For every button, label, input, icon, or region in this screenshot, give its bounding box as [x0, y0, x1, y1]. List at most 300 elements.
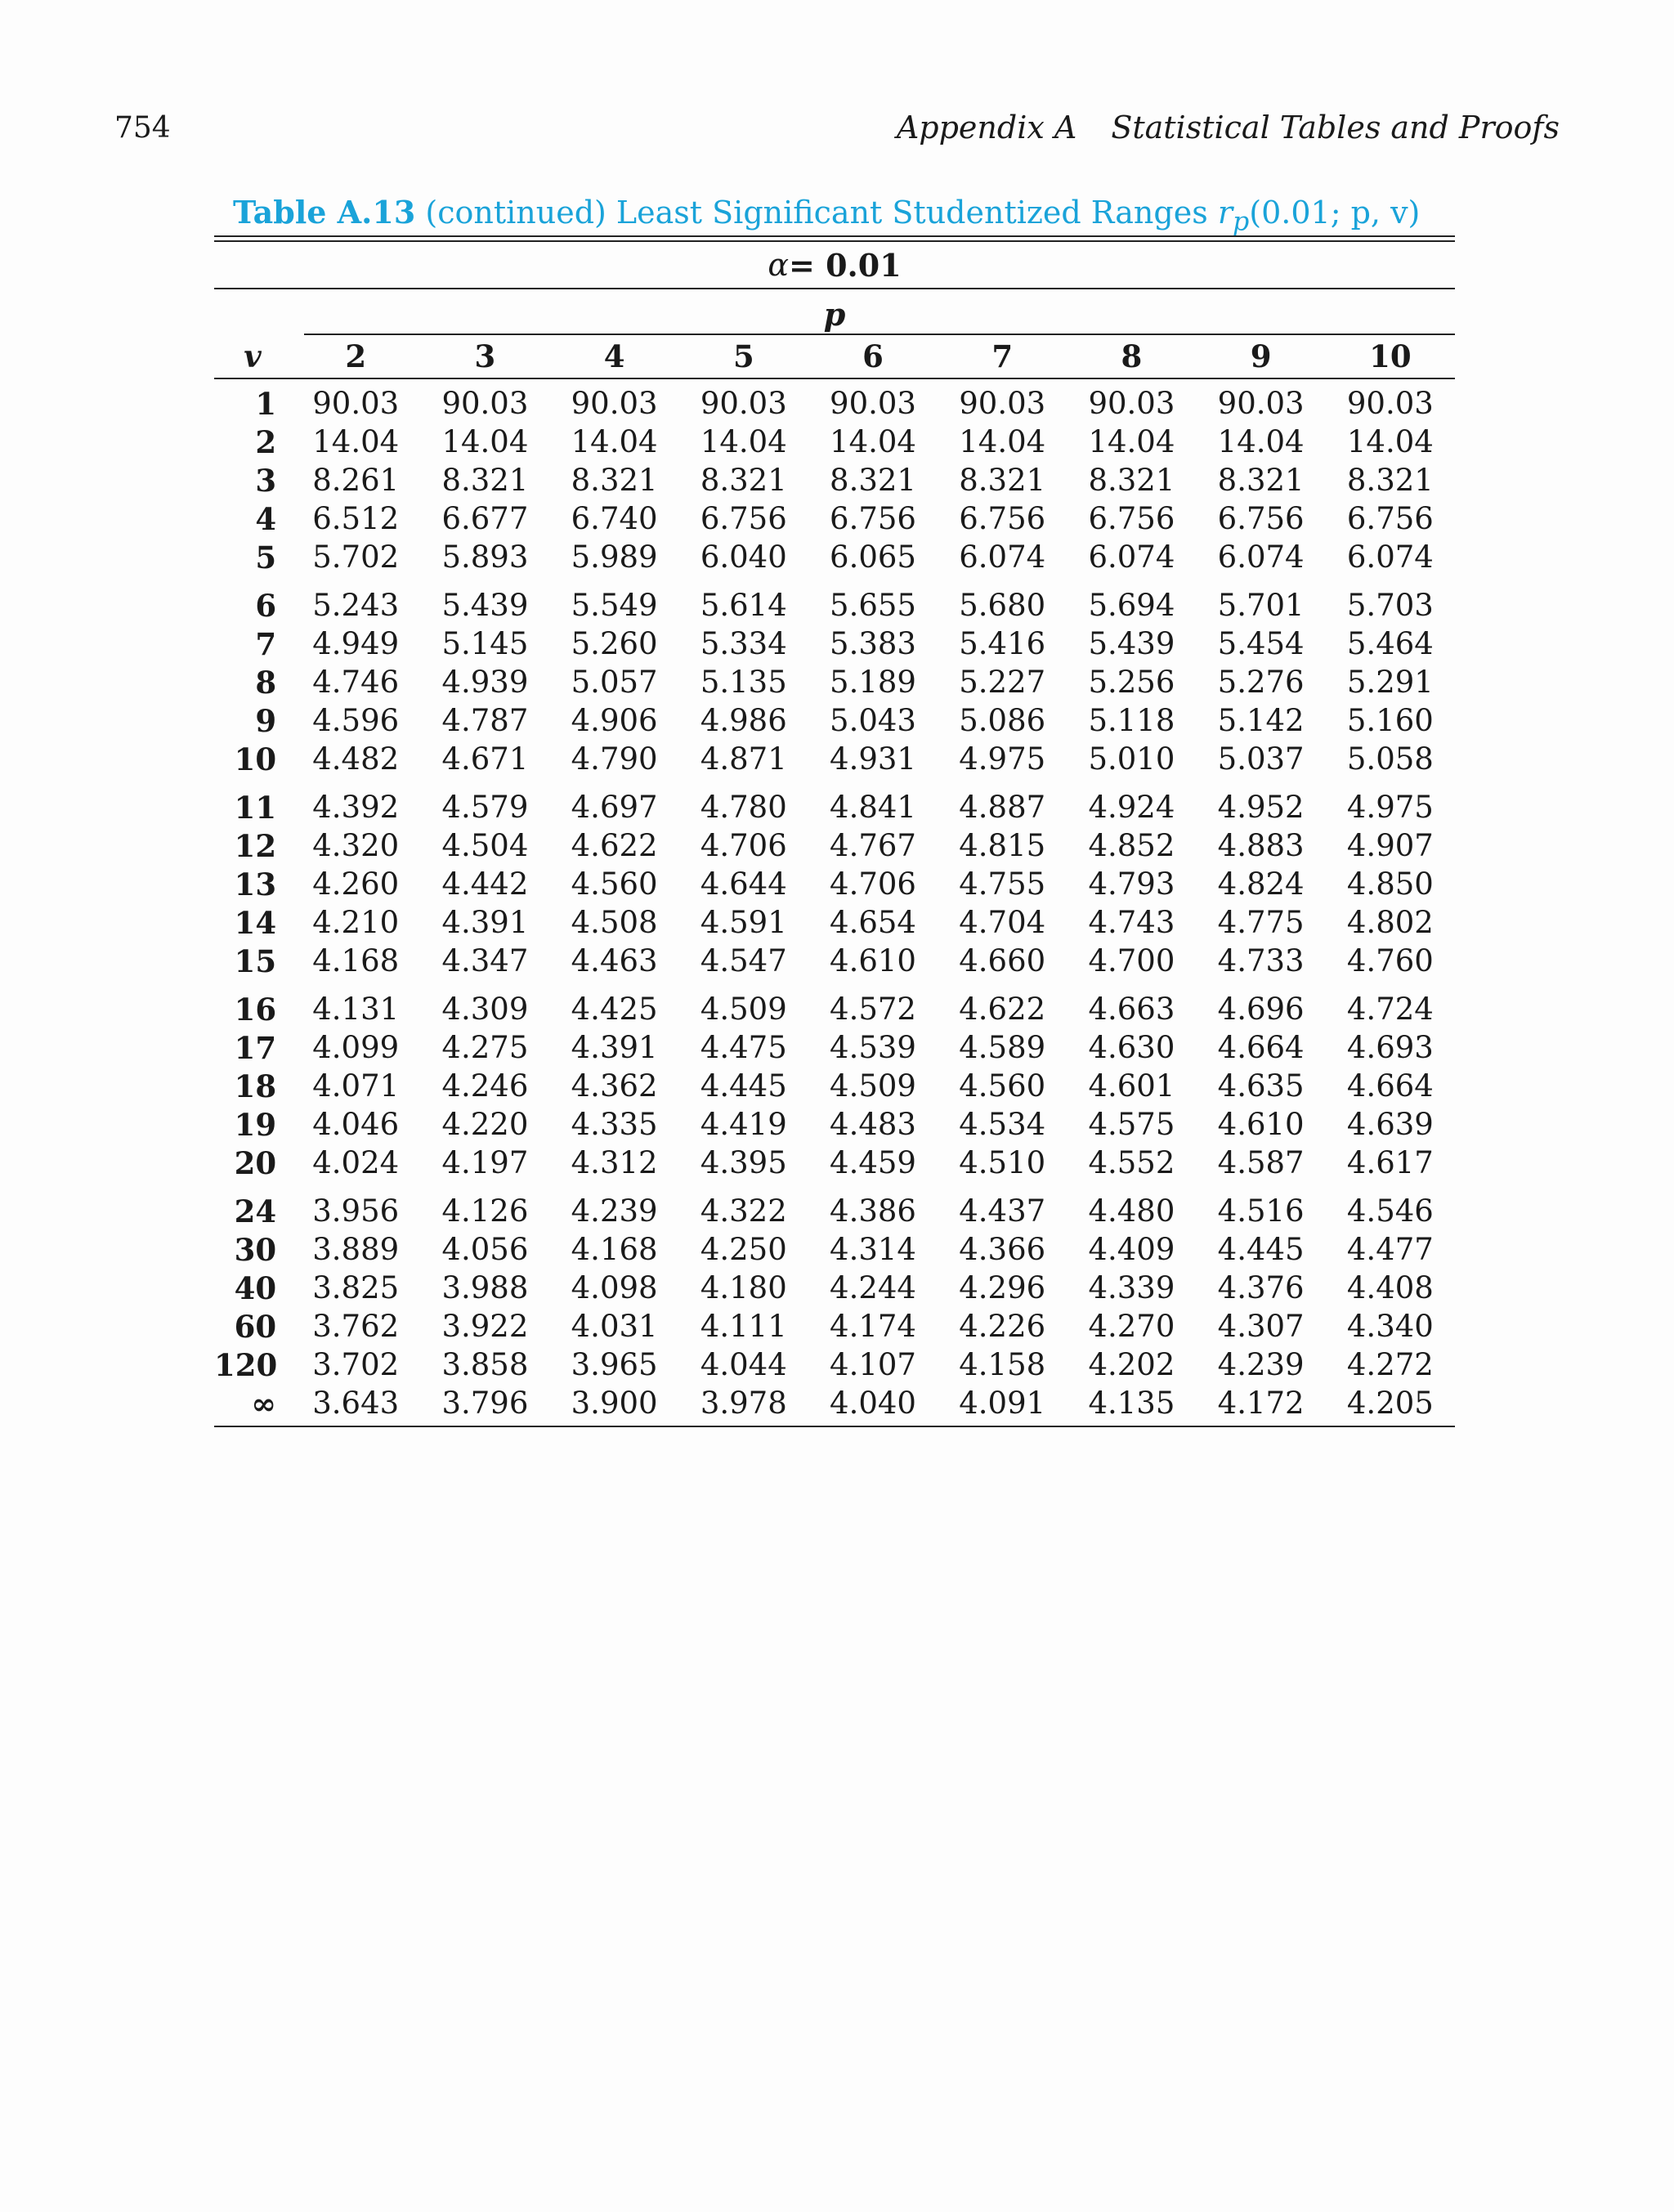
- table-cell: 4.591: [700, 905, 787, 940]
- table-cell: 4.787: [441, 703, 529, 738]
- table-cell: 4.635: [1217, 1068, 1305, 1104]
- table-cell: 6.074: [1088, 540, 1175, 575]
- table-cell: 4.871: [700, 741, 787, 777]
- table-row: [214, 865, 1455, 903]
- table-cell: 6.756: [1346, 501, 1434, 536]
- alpha-symbol: α: [768, 247, 790, 283]
- v-value: 40: [234, 1269, 277, 1306]
- p-header: [214, 289, 1455, 335]
- v-value: 10: [234, 741, 277, 777]
- table-row: [214, 663, 1455, 701]
- table-cell: 4.246: [441, 1068, 529, 1104]
- table-cell: 8.321: [571, 463, 658, 498]
- table-cell: 4.887: [959, 790, 1046, 825]
- table-cell: 14.04: [1088, 424, 1175, 459]
- table-cell: 14.04: [959, 424, 1046, 459]
- table-cell: 4.589: [959, 1030, 1046, 1065]
- table-cell: 4.510: [959, 1145, 1046, 1180]
- table-cell: 4.579: [441, 790, 529, 825]
- table-cell: 5.549: [571, 588, 658, 623]
- table-cell: 4.793: [1088, 866, 1175, 902]
- table-cell: 5.291: [1346, 665, 1434, 700]
- v-value: 4: [255, 500, 277, 537]
- table-cell: 4.459: [830, 1145, 916, 1180]
- table-cell: 3.956: [312, 1193, 400, 1229]
- table-cell: 8.321: [700, 463, 787, 498]
- table-cell: 14.04: [571, 424, 658, 459]
- table-cell: 90.03: [312, 386, 400, 421]
- table-cell: 4.706: [700, 828, 787, 863]
- table-cell: 5.118: [1088, 703, 1175, 738]
- table-cell: 4.671: [441, 741, 529, 777]
- table-row: [214, 701, 1455, 740]
- table-cell: 3.922: [441, 1309, 529, 1344]
- table-row: [214, 1182, 1455, 1230]
- page-number: 754: [114, 111, 171, 145]
- table-cell: 4.126: [441, 1193, 529, 1229]
- table-cell: 4.391: [571, 1030, 658, 1065]
- table-cell: 4.654: [830, 905, 916, 940]
- table-cell: 4.696: [1217, 992, 1305, 1027]
- table-cell: 4.949: [312, 626, 400, 661]
- running-head-appendix: Appendix A: [896, 110, 1077, 146]
- table-cell: 5.464: [1346, 626, 1434, 661]
- table-cell: 3.858: [441, 1347, 529, 1382]
- table-cell: 5.058: [1346, 741, 1434, 777]
- table-cell: 4.366: [959, 1232, 1046, 1267]
- caption-text: (continued) Least Significant Studentized Ranges: [425, 195, 1208, 231]
- running-head: [897, 110, 1560, 146]
- table-cell: 4.560: [959, 1068, 1046, 1104]
- table-cell: 14.04: [1217, 424, 1305, 459]
- p-column-header: 6: [808, 335, 938, 378]
- table-cell: 4.824: [1217, 866, 1305, 902]
- table-cell: 4.790: [571, 741, 658, 777]
- table-cell: 4.746: [312, 665, 400, 700]
- v-value: 9: [255, 702, 277, 739]
- table-cell: 4.409: [1088, 1232, 1175, 1267]
- table-cell: 4.663: [1088, 992, 1175, 1027]
- table-cell: 4.733: [1217, 943, 1305, 978]
- table-cell: 4.272: [1346, 1347, 1434, 1382]
- table-cell: 5.383: [830, 626, 916, 661]
- table-cell: 6.740: [571, 501, 658, 536]
- table-cell: 4.760: [1346, 943, 1434, 978]
- table-cell: 4.322: [700, 1193, 787, 1229]
- table-cell: 4.508: [571, 905, 658, 940]
- table-cell: 4.700: [1088, 943, 1175, 978]
- table-cell: 6.677: [441, 501, 529, 536]
- v-value: ∞: [214, 1384, 291, 1426]
- table-row: [214, 903, 1455, 942]
- v-value: 30: [234, 1231, 277, 1268]
- table-cell: 4.622: [959, 992, 1046, 1027]
- table-cell: 4.131: [312, 992, 400, 1027]
- v-value: 7: [255, 625, 277, 662]
- table-cell: 4.906: [571, 703, 658, 738]
- table-cell: 4.724: [1346, 992, 1434, 1027]
- table-cell: 14.04: [441, 424, 529, 459]
- p-column-header: 4: [550, 335, 679, 378]
- table-cell: 4.664: [1346, 1068, 1434, 1104]
- table-cell: 6.756: [830, 501, 916, 536]
- table-cell: 4.883: [1217, 828, 1305, 863]
- table-cell: 4.098: [571, 1270, 658, 1305]
- table-cell: 8.261: [312, 463, 400, 498]
- table-cell: 4.135: [1067, 1384, 1196, 1426]
- table-cell: 8.321: [1217, 463, 1305, 498]
- table-cell: 5.989: [571, 540, 658, 575]
- table-cell: 4.445: [1217, 1232, 1305, 1267]
- table-cell: 5.037: [1217, 741, 1305, 777]
- table-cell: 3.988: [441, 1270, 529, 1305]
- table-cell: 3.702: [312, 1347, 400, 1382]
- table-cell: 5.439: [441, 588, 529, 623]
- table-row: [214, 1384, 1455, 1426]
- table-cell: 14.04: [830, 424, 916, 459]
- p-column-header: 5: [679, 335, 808, 378]
- table-cell: 4.552: [1088, 1145, 1175, 1180]
- table-cell: 4.482: [312, 741, 400, 777]
- table-cell: 4.706: [830, 866, 916, 902]
- table-cell: 5.043: [830, 703, 916, 738]
- table-cell: 4.040: [808, 1384, 938, 1426]
- table-cell: 4.572: [830, 992, 916, 1027]
- table-cell: 90.03: [571, 386, 658, 421]
- v-value: 6: [255, 587, 277, 624]
- table-cell: 4.168: [312, 943, 400, 978]
- table-cell: 4.202: [1088, 1347, 1175, 1382]
- table-cell: 5.010: [1088, 741, 1175, 777]
- table-cell: 4.516: [1217, 1193, 1305, 1229]
- table-cell: 4.172: [1197, 1384, 1326, 1426]
- table-cell: 4.975: [959, 741, 1046, 777]
- table-cell: 6.756: [1088, 501, 1175, 536]
- table-cell: 4.180: [700, 1270, 787, 1305]
- table-cell: 4.419: [700, 1107, 787, 1142]
- table-cell: 4.239: [1217, 1347, 1305, 1382]
- table-cell: 5.189: [830, 665, 916, 700]
- table-cell: 4.610: [1217, 1107, 1305, 1142]
- v-value: 19: [234, 1106, 277, 1143]
- table-row: [214, 461, 1455, 499]
- p-column-header: 9: [1197, 335, 1326, 378]
- v-value: 18: [234, 1068, 277, 1104]
- table-cell: 4.477: [1346, 1232, 1434, 1267]
- table-cell: 6.074: [1346, 540, 1434, 575]
- table-cell: 4.975: [1346, 790, 1434, 825]
- table-cell: 4.534: [959, 1107, 1046, 1142]
- table-cell: 4.107: [830, 1347, 916, 1382]
- table-cell: 4.931: [830, 741, 916, 777]
- v-value: 2: [255, 423, 277, 460]
- table-cell: 5.703: [1346, 588, 1434, 623]
- table-cell: 6.065: [830, 540, 916, 575]
- table-row: [214, 980, 1455, 1028]
- table-cell: 4.509: [700, 992, 787, 1027]
- table-cell: 4.509: [830, 1068, 916, 1104]
- table-cell: 4.644: [700, 866, 787, 902]
- table-cell: 4.841: [830, 790, 916, 825]
- column-header-row: [214, 335, 1455, 378]
- table-cell: 4.046: [312, 1107, 400, 1142]
- table-cell: 5.454: [1217, 626, 1305, 661]
- table-cell: 4.664: [1217, 1030, 1305, 1065]
- table-cell: 5.655: [830, 588, 916, 623]
- v-value: 3: [255, 462, 277, 499]
- table-cell: 4.158: [959, 1347, 1046, 1382]
- table-cell: 4.539: [830, 1030, 916, 1065]
- table-cell: 5.276: [1217, 665, 1305, 700]
- v-value: 14: [234, 904, 277, 941]
- table-cell: 4.852: [1088, 828, 1175, 863]
- table-cell: 4.275: [441, 1030, 529, 1065]
- table-row: [214, 1105, 1455, 1144]
- table-cell: 4.547: [700, 943, 787, 978]
- table-cell: 4.335: [571, 1107, 658, 1142]
- table-row: [214, 499, 1455, 538]
- table-cell: 90.03: [1217, 386, 1305, 421]
- ranges-table: [214, 335, 1455, 1427]
- table-cell: 4.693: [1346, 1030, 1434, 1065]
- caption-symbol: $r_p$: [1217, 195, 1250, 237]
- table-cell: 4.617: [1346, 1145, 1434, 1180]
- table-cell: 4.815: [959, 828, 1046, 863]
- table-cell: 4.309: [441, 992, 529, 1027]
- table-cell: 4.445: [700, 1068, 787, 1104]
- table-cell: 3.900: [550, 1384, 679, 1426]
- table-cell: 5.694: [1088, 588, 1175, 623]
- table-row: [214, 423, 1455, 461]
- running-head-title: Statistical Tables and Proofs: [1111, 110, 1560, 146]
- table-cell: 4.314: [830, 1232, 916, 1267]
- table-cell: 4.391: [441, 905, 529, 940]
- table-row: [214, 1346, 1455, 1384]
- table-cell: 14.04: [1346, 424, 1434, 459]
- table-cell: 4.210: [312, 905, 400, 940]
- p-column-header: 8: [1067, 335, 1196, 378]
- p-column-header: 3: [420, 335, 549, 378]
- table-cell: 4.660: [959, 943, 1046, 978]
- table-row: [214, 740, 1455, 778]
- table-cell: 4.099: [312, 1030, 400, 1065]
- table-cell: 4.220: [441, 1107, 529, 1142]
- table-cell: 4.031: [571, 1309, 658, 1344]
- table-cell: 90.03: [700, 386, 787, 421]
- table-cell: 4.296: [959, 1270, 1046, 1305]
- table-row: [214, 1269, 1455, 1307]
- v-value: 11: [234, 789, 277, 826]
- table-cell: 6.756: [700, 501, 787, 536]
- table-cell: 4.174: [830, 1309, 916, 1344]
- table-cell: 4.442: [441, 866, 529, 902]
- table-cell: 4.270: [1088, 1309, 1175, 1344]
- table-cell: 6.512: [312, 501, 400, 536]
- table-body: [214, 378, 1455, 1426]
- table-cell: 6.756: [959, 501, 1046, 536]
- table-cell: 4.587: [1217, 1145, 1305, 1180]
- table-cell: 90.03: [1088, 386, 1175, 421]
- table-cell: 4.601: [1088, 1068, 1175, 1104]
- table-cell: 5.057: [571, 665, 658, 700]
- table-cell: 4.320: [312, 828, 400, 863]
- table-cell: 4.610: [830, 943, 916, 978]
- p-column-header: 7: [938, 335, 1067, 378]
- table-cell: 4.395: [700, 1145, 787, 1180]
- table-cell: 5.142: [1217, 703, 1305, 738]
- table-row: [214, 1067, 1455, 1105]
- table-cell: 14.04: [312, 424, 400, 459]
- table-caption: [233, 194, 1420, 237]
- table-cell: 5.086: [959, 703, 1046, 738]
- v-value: 120: [214, 1346, 278, 1383]
- table-row: [214, 826, 1455, 865]
- table-cell: 90.03: [830, 386, 916, 421]
- table-row: [214, 942, 1455, 980]
- v-value: 24: [234, 1193, 277, 1229]
- table-cell: 4.091: [938, 1384, 1067, 1426]
- table-cell: 4.775: [1217, 905, 1305, 940]
- table-cell: 4.056: [441, 1232, 529, 1267]
- table-cell: 5.135: [700, 665, 787, 700]
- table-cell: 4.244: [830, 1270, 916, 1305]
- table-cell: 6.074: [959, 540, 1046, 575]
- table-cell: 4.952: [1217, 790, 1305, 825]
- v-value: 20: [234, 1144, 277, 1181]
- table-cell: 4.437: [959, 1193, 1046, 1229]
- table-cell: 4.347: [441, 943, 529, 978]
- table-cell: 8.321: [1088, 463, 1175, 498]
- table-cell: 4.780: [700, 790, 787, 825]
- table-cell: 4.480: [1088, 1193, 1175, 1229]
- table-cell: 4.425: [571, 992, 658, 1027]
- table-cell: 4.339: [1088, 1270, 1175, 1305]
- table-cell: 6.756: [1217, 501, 1305, 536]
- table-cell: 5.260: [571, 626, 658, 661]
- v-value: 17: [234, 1029, 277, 1066]
- table-cell: 4.312: [571, 1145, 658, 1180]
- p-column-header: 2: [291, 335, 420, 378]
- table-cell: 4.767: [830, 828, 916, 863]
- table-cell: 4.392: [312, 790, 400, 825]
- p-label: p: [823, 296, 846, 333]
- table-cell: 4.475: [700, 1030, 787, 1065]
- table-cell: 90.03: [441, 386, 529, 421]
- table-cell: 14.04: [700, 424, 787, 459]
- table-cell: 6.040: [700, 540, 787, 575]
- table-cell: 4.226: [959, 1309, 1046, 1344]
- table-row: [214, 576, 1455, 625]
- table-row: [214, 538, 1455, 576]
- table-cell: 5.256: [1088, 665, 1175, 700]
- table-cell: 4.697: [571, 790, 658, 825]
- table-cell: 4.463: [571, 943, 658, 978]
- table-cell: 5.439: [1088, 626, 1175, 661]
- table-cell: 5.145: [441, 626, 529, 661]
- v-value: 60: [234, 1308, 277, 1345]
- alpha-header: [214, 242, 1455, 288]
- table-cell: 4.307: [1217, 1309, 1305, 1344]
- table-cell: 4.575: [1088, 1107, 1175, 1142]
- statistical-table: [214, 235, 1455, 1427]
- table-cell: 4.197: [441, 1145, 529, 1180]
- table-cell: 5.227: [959, 665, 1046, 700]
- v-value: 5: [255, 539, 277, 575]
- table-cell: 4.250: [700, 1232, 787, 1267]
- table-cell: 4.205: [1326, 1384, 1455, 1426]
- table-cell: 4.260: [312, 866, 400, 902]
- table-cell: 5.680: [959, 588, 1046, 623]
- table-cell: 5.160: [1346, 703, 1434, 738]
- table-cell: 3.965: [571, 1347, 658, 1382]
- table-cell: 8.321: [1346, 463, 1434, 498]
- table-cell: 4.111: [700, 1309, 787, 1344]
- table-row: [214, 1230, 1455, 1269]
- table-cell: 4.802: [1346, 905, 1434, 940]
- table-row: [214, 378, 1455, 423]
- v-value: 12: [234, 827, 277, 864]
- table-row: [214, 778, 1455, 826]
- table-cell: 4.596: [312, 703, 400, 738]
- table-cell: 6.074: [1217, 540, 1305, 575]
- table-cell: 4.362: [571, 1068, 658, 1104]
- table-cell: 4.639: [1346, 1107, 1434, 1142]
- table-cell: 5.701: [1217, 588, 1305, 623]
- caption-label: Table A.13: [233, 194, 416, 231]
- v-value: 15: [234, 943, 277, 979]
- table-cell: 8.321: [830, 463, 916, 498]
- v-value: 1: [255, 385, 277, 422]
- table-cell: 4.560: [571, 866, 658, 902]
- table-cell: 4.986: [700, 703, 787, 738]
- table-cell: 8.321: [441, 463, 529, 498]
- table-cell: 5.893: [441, 540, 529, 575]
- table-cell: 4.504: [441, 828, 529, 863]
- table-cell: 4.386: [830, 1193, 916, 1229]
- table-cell: 4.755: [959, 866, 1046, 902]
- table-cell: 4.024: [312, 1145, 400, 1180]
- table-cell: 4.743: [1088, 905, 1175, 940]
- table-cell: 90.03: [959, 386, 1046, 421]
- table-cell: 4.546: [1346, 1193, 1434, 1229]
- table-cell: 4.340: [1346, 1309, 1434, 1344]
- table-cell: 4.850: [1346, 866, 1434, 902]
- table-row: [214, 1307, 1455, 1346]
- table-cell: 8.321: [959, 463, 1046, 498]
- table-row: [214, 625, 1455, 663]
- table-cell: 3.762: [312, 1309, 400, 1344]
- table-cell: 3.978: [679, 1384, 808, 1426]
- v-header: v: [214, 335, 291, 378]
- table-cell: 5.614: [700, 588, 787, 623]
- table-cell: 4.044: [700, 1347, 787, 1382]
- table-cell: 4.622: [571, 828, 658, 863]
- v-value: 13: [234, 866, 277, 902]
- table-cell: 4.071: [312, 1068, 400, 1104]
- table-cell: 5.243: [312, 588, 400, 623]
- table-row: [214, 1028, 1455, 1067]
- table-cell: 4.924: [1088, 790, 1175, 825]
- table-row: [214, 1144, 1455, 1182]
- table-cell: 5.416: [959, 626, 1046, 661]
- caption-args: (0.01; p, v): [1249, 195, 1421, 231]
- table-cell: 90.03: [1346, 386, 1434, 421]
- table-cell: 4.704: [959, 905, 1046, 940]
- table-cell: 3.643: [291, 1384, 420, 1426]
- v-value: 16: [234, 991, 277, 1028]
- table-cell: 4.168: [571, 1232, 658, 1267]
- alpha-value: = 0.01: [789, 246, 902, 284]
